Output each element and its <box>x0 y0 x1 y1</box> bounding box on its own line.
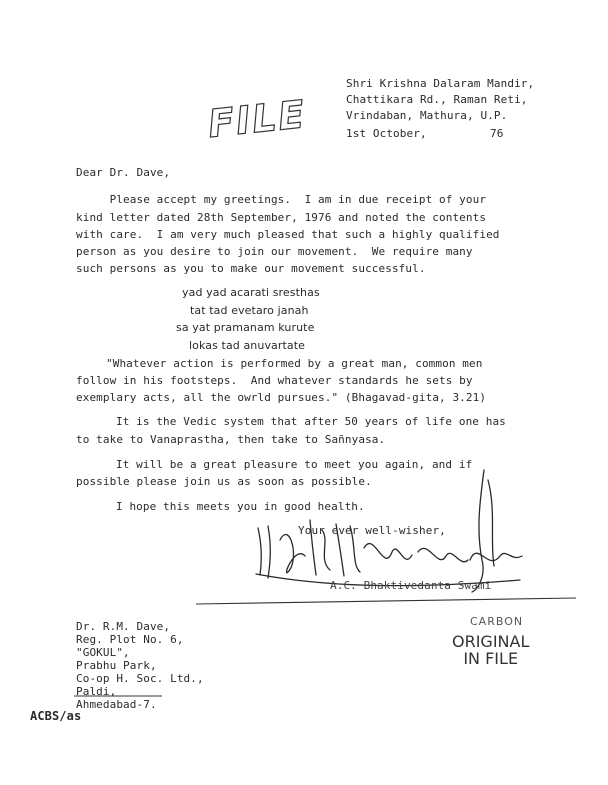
paragraph1-line: Please accept my greetings. I am in due receipt of your <box>76 193 487 206</box>
paragraph4: I hope this meets you in good health. <box>116 500 365 513</box>
paragraph1-line: such persons as you to make our movement successful. <box>76 262 426 275</box>
translation-line: follow in his footsteps. And whatever standards he sets by <box>76 374 473 387</box>
verse-line: yad yad acarati sresthas <box>182 286 320 299</box>
paragraph1-line: with care. I am very much pleased that such a highly qualified <box>76 228 500 241</box>
letter-date: 1st October, <box>346 127 427 140</box>
sender-address-line2: Chattikara Rd., Raman Reti, <box>346 93 528 106</box>
recipient-line: Paldi, <box>76 685 117 698</box>
paragraph1-line: person as you desire to join our movement. We require many <box>76 245 473 258</box>
verse-line: sa yat pramanam kurute <box>176 321 315 334</box>
letter-year: 76 <box>490 127 504 140</box>
recipient-line: Dr. R.M. Dave, <box>76 620 171 633</box>
paragraph2-line: It is the Vedic system that after 50 years of life one has <box>116 415 506 428</box>
carbon-stamp-label: CARBON <box>470 615 524 628</box>
paragraph1-line: kind letter dated 28th September, 1976 and noted the contents <box>76 211 487 224</box>
original-in-file-stamp <box>452 633 529 667</box>
salutation: Dear Dr. Dave, <box>76 166 171 179</box>
verse-line: lokas tad anuvartate <box>189 339 306 352</box>
signature-name: A.C. Bhaktivedanta Swami <box>330 579 492 592</box>
recipient-line: Ahmedabad-7. <box>76 698 157 711</box>
translation-line: exemplary acts, all the owrld pursues." (Bhagavad-gita, 3.21) <box>76 391 487 404</box>
recipient-line: Reg. Plot No. 6, <box>76 633 184 646</box>
verse-line: tat tad evetaro janah <box>190 304 309 317</box>
reference-initials: ACBS/as <box>30 709 82 723</box>
sender-address-line1: Shri Krishna Dalaram Mandir, <box>346 77 535 90</box>
paragraph2-line: to take to Vanaprastha, then take to Sañnyasa. <box>76 433 386 446</box>
file-stamp: FILE <box>205 91 309 147</box>
recipient-line: Prabhu Park, <box>76 659 157 672</box>
recipient-line: "GOKUL", <box>76 646 130 659</box>
paragraph3-line: possible please join us as soon as possible. <box>76 475 372 488</box>
recipient-line: Co-op H. Soc. Ltd., <box>76 672 204 685</box>
sender-address-line3: Vrindaban, Mathura, U.P. <box>346 109 508 122</box>
stamp-line1: ORIGINAL <box>452 632 530 651</box>
translation-line: "Whatever action is performed by a great man, common men <box>106 357 483 370</box>
closing: Your ever well-wisher, <box>298 524 446 537</box>
stamp-line2: IN FILE <box>463 649 519 668</box>
paragraph3-line: It will be a great pleasure to meet you again, and if <box>116 458 473 471</box>
